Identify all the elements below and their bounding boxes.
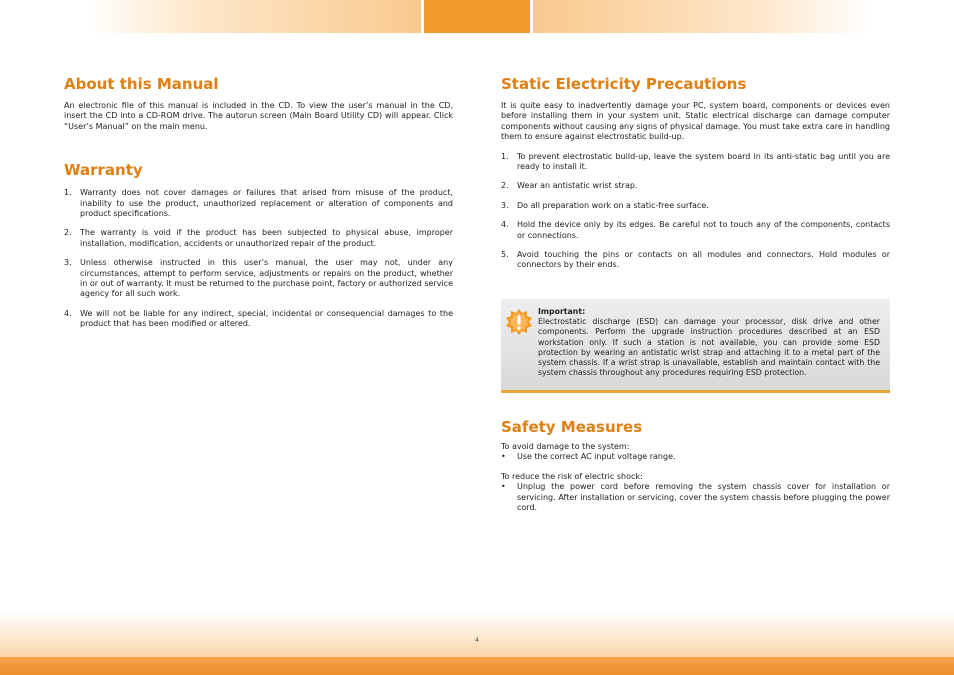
bullet-text: Use the correct AC input voltage range. [517,452,676,462]
page-number: 4 [475,637,479,644]
right-column [501,74,890,271]
important-callout [501,299,890,393]
item-text: Unless otherwise instructed in this user’s manual, the user may not, under any circumstances, attempt to perform service, adjustments or repairs on the product, whether in or out of warranty. It must be returned to the purchase point, factory or authorized service agency for all such work. [80,258,453,299]
item-text: Wear an antistatic wrist strap. [517,181,638,191]
warranty-list [64,188,453,329]
static-item [501,220,890,241]
item-number: 1. [64,188,72,198]
item-number: 4. [501,220,509,230]
safety-bullet [501,482,890,513]
warranty-item [64,228,453,249]
warranty-item [64,188,453,219]
static-heading: Static Electricity Precautions [501,75,747,93]
bottom-decor-glow [0,612,954,658]
item-text: Hold the device only by its edges. Be careful not to touch any of the components, contacts or connections. [517,220,890,240]
item-number: 5. [501,250,509,260]
bullet-dot: • [501,482,506,492]
warning-icon [506,309,532,335]
important-text-block [538,307,880,378]
item-number: 2. [501,181,509,191]
left-column [64,74,453,330]
about-text: An electronic file of this manual is included in the CD. To view the user’s manual in the CD, insert the CD into a CD-ROM drive. The autorun screen (Main Board Utility CD) will appear. Click “User’s Manual” on the main menu. [64,101,453,131]
item-text: Avoid touching the pins or contacts on all modules and connectors. Hold modules or connectors by their ends. [517,250,890,270]
safety-section [501,417,890,513]
item-text: Do all preparation work on a static-free surface. [517,200,709,210]
about-heading: About this Manual [64,75,219,93]
warranty-heading: Warranty [64,161,143,180]
top-decor-band-right [533,0,873,33]
warranty-item [64,309,453,330]
item-number: 3. [501,200,509,210]
static-intro: It is quite easy to inadvertently damage your PC, system board, components or devices even before installing them in your system unit. Static electrical discharge can damage computer components without causing any signs of physical damage. You must take extra care in handling them to ensure against electrostatic build-up. [501,101,890,142]
static-item [501,250,890,271]
item-number: 2. [64,228,72,238]
important-title: Important: [538,307,586,316]
important-body: Electrostatic discharge (ESD) can damage your processor, disk drive and other components. Perform the upgrade instruction procedures described at an ESD workstation only. If such a station is not available, you can provide some ESD protection by wearing an antistatic wrist strap and attaching it to a metal part of the system chassis. If a wrist strap is unavailable, establish and maintain contact with the system chassis throughout any procedures requiring ESD protection. [538,317,880,378]
safety-bullet [501,452,890,462]
top-decor-band-center [424,0,530,33]
static-item [501,152,890,173]
warranty-item [64,258,453,300]
item-number: 3. [64,258,72,268]
item-text: The warranty is void if the product has been subjected to physical abuse, improper installation, modification, accidents or unauthorized repair of the product. [80,228,453,248]
item-text: Warranty does not cover damages or failures that arised from misuse of the product, inability to use the product, unauthorized replacement or alteration of components and product specifications. [80,188,453,219]
item-number: 4. [64,308,72,318]
static-list [501,152,890,271]
safety-intro-shock: To reduce the risk of electric shock: [501,471,643,481]
item-number: 1. [501,151,509,161]
safety-intro-damage: To avoid damage to the system: [501,442,630,451]
static-item [501,201,890,211]
bottom-decor-bar [0,657,954,675]
safety-heading: Safety Measures [501,418,643,436]
static-item [501,181,890,191]
item-text: To prevent electrostatic build-up, leave the system board in its anti-static bag until you are ready to install it. [517,151,890,172]
item-text: We will not be liable for any indirect, special, incidental or consequencial damages to the product that has been modified or altered. [80,308,453,329]
top-decor-band-left [85,0,421,33]
bullet-text: Unplug the power cord before removing the system chassis cover for installation or servicing. After installation or servicing, cover the system chassis before plugging the power cord. [517,482,890,513]
bullet-dot: • [501,452,506,462]
